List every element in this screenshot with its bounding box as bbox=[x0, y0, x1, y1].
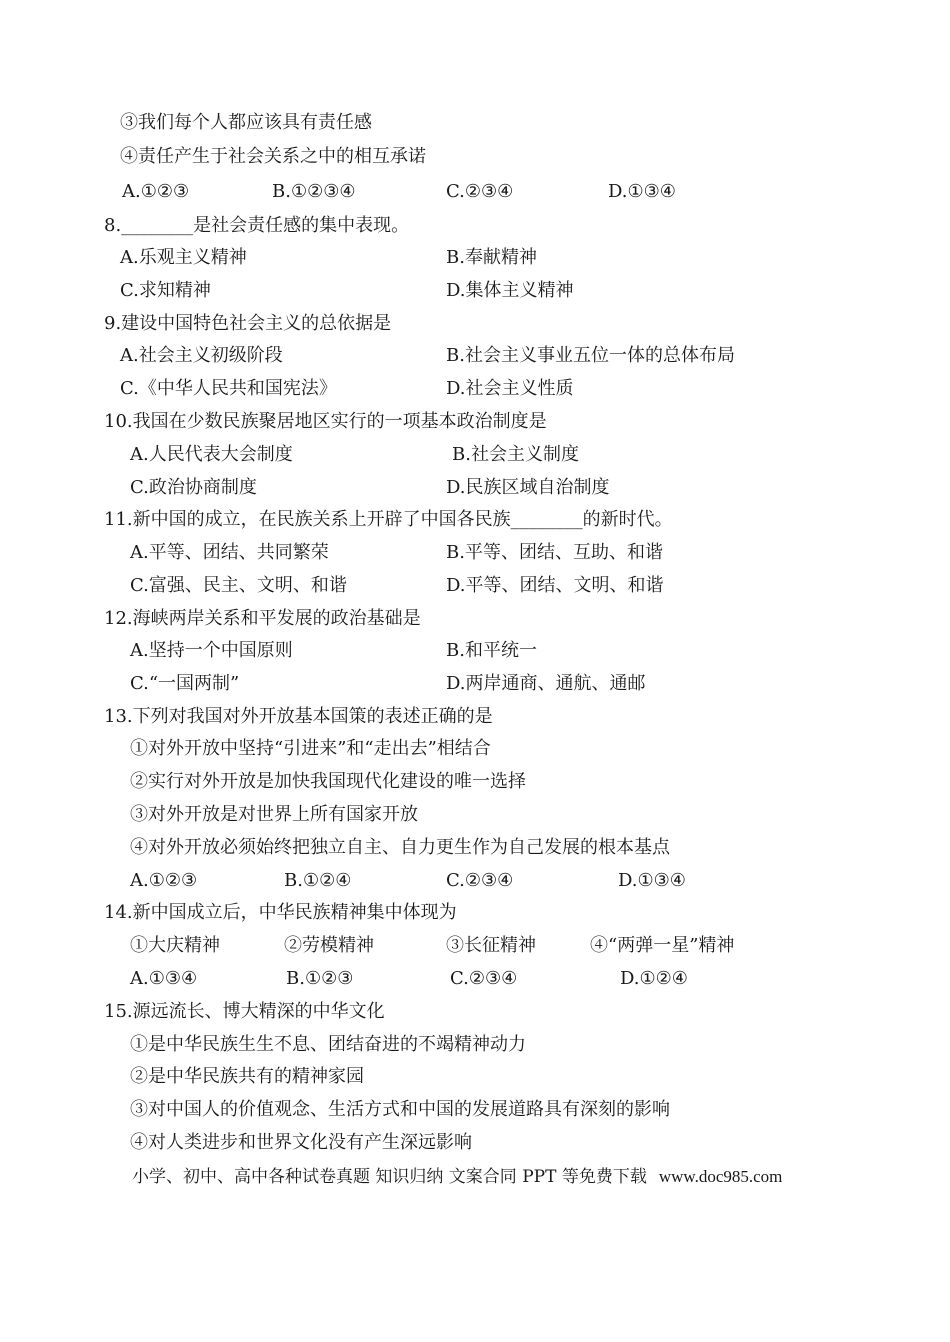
q12-stem: 12.海峡两岸关系和平发展的政治基础是 bbox=[104, 608, 421, 629]
footer-url[interactable]: www.doc985.com bbox=[658, 1167, 783, 1186]
footer-text: 小学、初中、高中各种试卷真题 知识归纳 文案合同 PPT 等免费下载 bbox=[132, 1167, 647, 1187]
q15-statement-2: ②是中华民族共有的精神家园 bbox=[130, 1066, 364, 1087]
q14-option-b: B.①②③ bbox=[286, 968, 354, 989]
q7-statement-4: ④责任产生于社会关系之中的相互承诺 bbox=[120, 146, 426, 167]
q14-item-1: ①大庆精神 bbox=[130, 935, 220, 956]
q11-option-d: D.平等、团结、文明、和谐 bbox=[446, 575, 664, 596]
q11-option-c: C.富强、民主、文明、和谐 bbox=[130, 575, 347, 596]
q10-stem: 10.我国在少数民族聚居地区实行的一项基本政治制度是 bbox=[104, 411, 547, 432]
q14-item-3: ③长征精神 bbox=[446, 935, 536, 956]
q13-statement-4: ④对外开放必须始终把独立自主、自力更生作为自己发展的根本基点 bbox=[130, 837, 670, 858]
q8-stem: 8.________是社会责任感的集中表现。 bbox=[104, 215, 410, 236]
q13-option-b: B.①②④ bbox=[284, 870, 352, 891]
q7-option-b: B.①②③④ bbox=[272, 181, 356, 202]
q12-option-c: C.“一国两制” bbox=[130, 673, 240, 694]
q7-option-a: A.①②③ bbox=[122, 181, 190, 202]
q13-stem: 13.下列对我国对外开放基本国策的表述正确的是 bbox=[104, 706, 493, 727]
q14-item-2: ②劳模精神 bbox=[284, 935, 374, 956]
q12-option-d: D.两岸通商、通航、通邮 bbox=[446, 673, 646, 694]
q13-option-a: A.①②③ bbox=[130, 870, 198, 891]
q11-option-a: A.平等、团结、共同繁荣 bbox=[130, 542, 329, 563]
q8-option-b: B.奉献精神 bbox=[446, 247, 537, 268]
q10-option-d: D.民族区域自治制度 bbox=[446, 477, 610, 498]
q11-stem: 11.新中国的成立，在民族关系上开辟了中国各民族________的新时代。 bbox=[104, 509, 673, 530]
q9-stem: 9.建设中国特色社会主义的总依据是 bbox=[104, 313, 392, 334]
q10-option-b: B.社会主义制度 bbox=[452, 444, 579, 465]
q13-option-d: D.①③④ bbox=[618, 870, 686, 891]
q14-option-a: A.①③④ bbox=[130, 968, 198, 989]
q13-statement-1: ①对外开放中坚持“引进来”和“走出去”相结合 bbox=[130, 738, 491, 759]
q9-option-c: C.《中华人民共和国宪法》 bbox=[120, 378, 337, 399]
q15-stem: 15.源远流长、博大精深的中华文化 bbox=[104, 1001, 385, 1022]
q13-statement-2: ②实行对外开放是加快我国现代化建设的唯一选择 bbox=[130, 771, 526, 792]
q8-option-c: C.求知精神 bbox=[120, 280, 211, 301]
q15-statement-4: ④对人类进步和世界文化没有产生深远影响 bbox=[130, 1132, 472, 1153]
q10-option-a: A.人民代表大会制度 bbox=[130, 444, 293, 465]
q7-option-d: D.①③④ bbox=[608, 181, 676, 202]
q14-option-c: C.②③④ bbox=[450, 968, 518, 989]
q9-option-a: A.社会主义初级阶段 bbox=[120, 345, 283, 366]
q8-option-d: D.集体主义精神 bbox=[446, 280, 574, 301]
q13-option-c: C.②③④ bbox=[446, 870, 514, 891]
q9-option-d: D.社会主义性质 bbox=[446, 378, 574, 399]
q14-stem: 14.新中国成立后，中华民族精神集中体现为 bbox=[104, 902, 457, 923]
q7-statement-3: ③我们每个人都应该具有责任感 bbox=[120, 112, 372, 133]
q7-option-c: C.②③④ bbox=[446, 181, 514, 202]
q14-option-d: D.①②④ bbox=[620, 968, 688, 989]
q14-item-4: ④“两弹一星”精神 bbox=[590, 935, 735, 956]
q12-option-a: A.坚持一个中国原则 bbox=[130, 640, 293, 661]
q12-option-b: B.和平统一 bbox=[446, 640, 537, 661]
q11-option-b: B.平等、团结、互助、和谐 bbox=[446, 542, 663, 563]
q10-option-c: C.政治协商制度 bbox=[130, 477, 257, 498]
page-footer bbox=[132, 1166, 782, 1188]
q15-statement-3: ③对中国人的价值观念、生活方式和中国的发展道路具有深刻的影响 bbox=[130, 1099, 670, 1120]
q9-option-b: B.社会主义事业五位一体的总体布局 bbox=[446, 345, 735, 366]
q13-statement-3: ③对外开放是对世界上所有国家开放 bbox=[130, 804, 418, 825]
q8-option-a: A.乐观主义精神 bbox=[120, 247, 247, 268]
q15-statement-1: ①是中华民族生生不息、团结奋进的不竭精神动力 bbox=[130, 1034, 526, 1055]
